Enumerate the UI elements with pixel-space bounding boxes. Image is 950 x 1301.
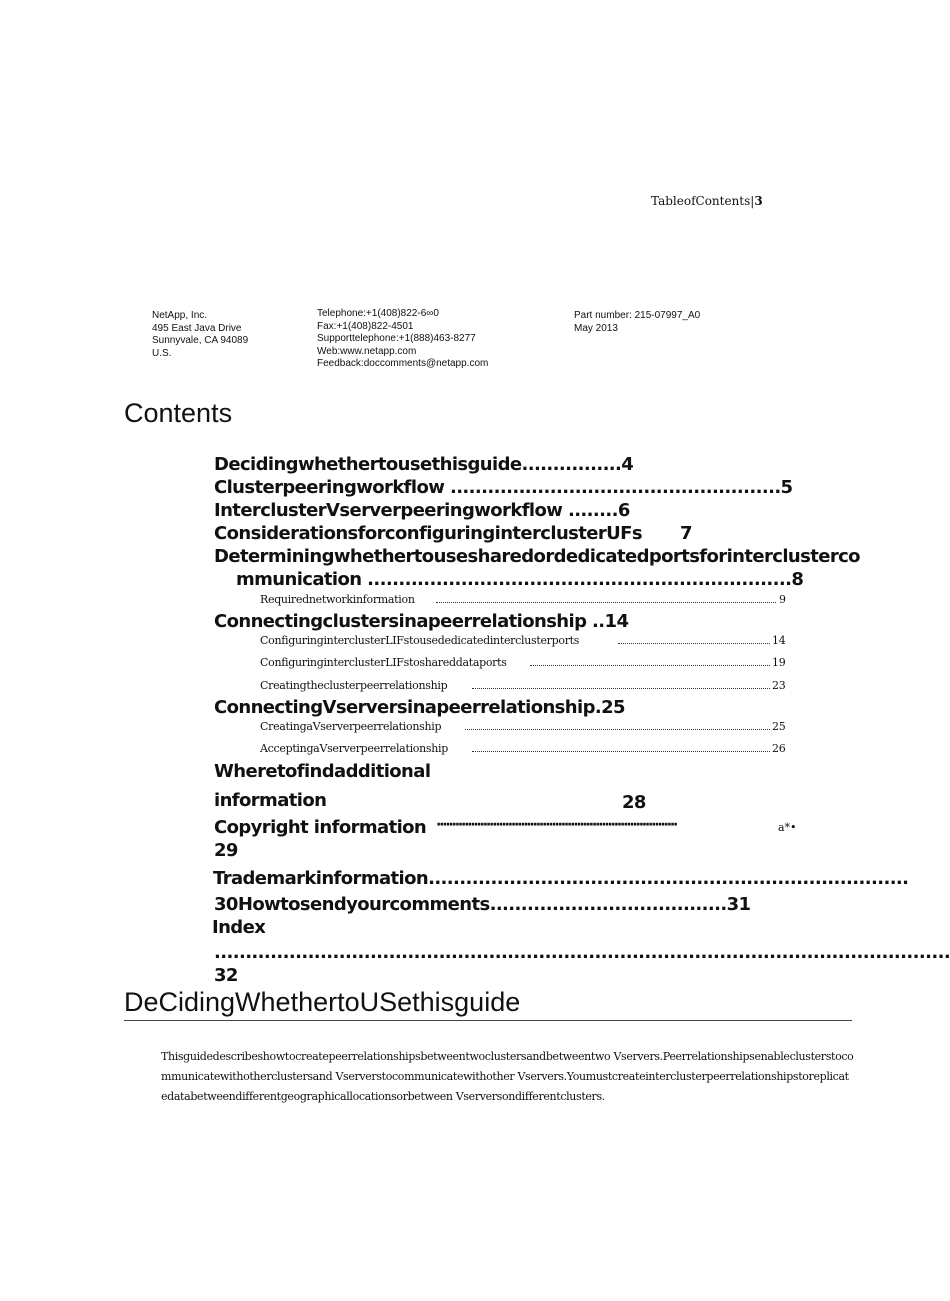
toc-sub-accepting-page: 26 — [772, 742, 786, 755]
header-title: TableofContents| — [651, 194, 755, 208]
contents-title: Contents — [124, 398, 233, 428]
toc-entry-index-page[interactable]: 32 — [214, 965, 238, 986]
web-link[interactable]: Web:www.netapp.com — [317, 345, 417, 357]
toc-entry-howto[interactable]: 30Howtosendyourcomments......................................31 — [214, 894, 751, 915]
toc-entry-connecting-vservers[interactable]: ConnectingVserversinapeerrelationship.25 — [214, 697, 625, 718]
toc-sub-required-page: 9 — [779, 593, 786, 606]
toc-entry-index-dots: ...................................................................................................................... — [214, 942, 950, 963]
company-name: NetApp, Inc. — [152, 310, 208, 321]
part-number: Part number: 215-07997_A0 — [574, 310, 701, 321]
toc-entry-considerations-page: 7 — [680, 523, 692, 544]
toc-entry-copyright-label: Copyright information — [214, 817, 427, 838]
running-header — [651, 194, 763, 208]
company-city: Sunnyvale, CA 94089 — [152, 335, 249, 346]
toc-entry-where-page[interactable]: 28 — [622, 792, 646, 813]
toc-sub-required-label: Requirednetworkinformation — [260, 593, 415, 606]
toc-entry-trademark[interactable]: Trademarkinformation............................................................................. — [213, 868, 909, 889]
header-page-number: 3 — [754, 194, 763, 208]
company-country: U.S. — [152, 347, 172, 359]
section-heading: DeCidingWhethertoUSethisguide — [124, 987, 521, 1017]
dot-leader — [465, 728, 770, 730]
dot-leader — [530, 664, 770, 666]
toc-sub-required[interactable] — [260, 593, 787, 606]
dot-leader — [472, 687, 770, 689]
toc-entry-copyright[interactable] — [214, 817, 426, 838]
toc-sub-creating-vserver-page: 25 — [772, 720, 786, 733]
toc-entry-vserver-workflow[interactable]: InterclusterVserverpeeringworkflow ........6 — [214, 500, 630, 521]
copyright-dot-leader: ············································································· — [436, 817, 677, 833]
dot-leader — [618, 642, 770, 644]
telephone: Telephone:+1(408)822-6∞0 — [317, 308, 439, 319]
toc-sub-cfg-dedicated[interactable] — [260, 634, 787, 647]
toc-entry-determining[interactable]: Determiningwhethertousesharedordedicatedportsforinterclusterco — [214, 546, 860, 567]
toc-sub-creating-cluster-page: 23 — [772, 679, 786, 692]
toc-entry-considerations[interactable] — [214, 523, 692, 544]
toc-sub-cfg-dedicated-label: ConfiguringinterclusterLIFstousededicatedinterclusterports — [260, 634, 580, 647]
part-info — [574, 310, 700, 335]
toc-entry-where-cont[interactable]: information — [214, 790, 327, 811]
toc-sub-creating-vserver-label: CreatingaVserverpeerrelationship — [260, 720, 442, 733]
contact-block — [317, 308, 488, 371]
toc-sub-creating-cluster-label: Creatingtheclusterpeerrelationship — [260, 679, 448, 692]
publish-date: May 2013 — [574, 322, 618, 334]
toc-entry-copyright-page[interactable]: 29 — [214, 840, 238, 861]
toc-sub-accepting-label: AcceptingaVserverpeerrelationship — [260, 742, 448, 755]
toc-sub-cfg-shared-page: 19 — [772, 656, 786, 669]
toc-entry-determining-cont[interactable]: mmunication ....................................................................8 — [236, 569, 804, 590]
toc-entry-deciding[interactable]: Decidingwhethertousethisguide................4 — [214, 454, 634, 475]
toc-sub-creating-cluster[interactable] — [260, 679, 787, 692]
toc-sub-cfg-dedicated-page: 14 — [772, 634, 786, 647]
intro-paragraph: Thisguidedescribeshowtocreatepeerrelationshipsbetweentwoclustersandbetweentwo Vservers.Peerrelationshipsenableclusterstocommunicatewithotherclustersand Vserverstocommunicatewithother Vservers.Youmustcreateinterclusterpeerrelationshipstoreplicatedatabetweendifferentgeographicallocationsorbetween Vserversondifferentclusters. — [161, 1050, 854, 1103]
toc-entry-considerations-label: ConsiderationsforconfiguringinterclusterUFs — [214, 523, 642, 544]
toc-entry-index[interactable]: Index — [212, 917, 266, 938]
heading-rule — [124, 1020, 852, 1021]
copyright-suffix: a*• — [778, 821, 797, 834]
toc-entry-connecting-clusters[interactable]: Connectingclustersinapeerrelationship ..14 — [214, 611, 629, 632]
toc-entry-workflow[interactable]: Clusterpeeringworkflow .....................................................5 — [214, 477, 793, 498]
dot-leader — [436, 601, 776, 603]
fax: Fax:+1(408)822-4501 — [317, 320, 414, 332]
feedback-email[interactable]: Feedback:doccomments@netapp.com — [317, 358, 489, 369]
support-telephone: Supporttelephone:+1(888)463-8277 — [317, 333, 476, 344]
dot-leader — [472, 750, 770, 752]
company-address — [152, 310, 248, 360]
toc-entry-where[interactable]: Wheretofindadditional — [214, 761, 431, 782]
toc-sub-cfg-shared[interactable] — [260, 656, 787, 669]
toc-sub-cfg-shared-label: ConfiguringinterclusterLIFstoshareddataports — [260, 656, 507, 669]
toc-sub-creating-vserver[interactable] — [260, 720, 787, 733]
toc-sub-accepting[interactable] — [260, 742, 787, 755]
company-street: 495 East Java Drive — [152, 322, 242, 334]
